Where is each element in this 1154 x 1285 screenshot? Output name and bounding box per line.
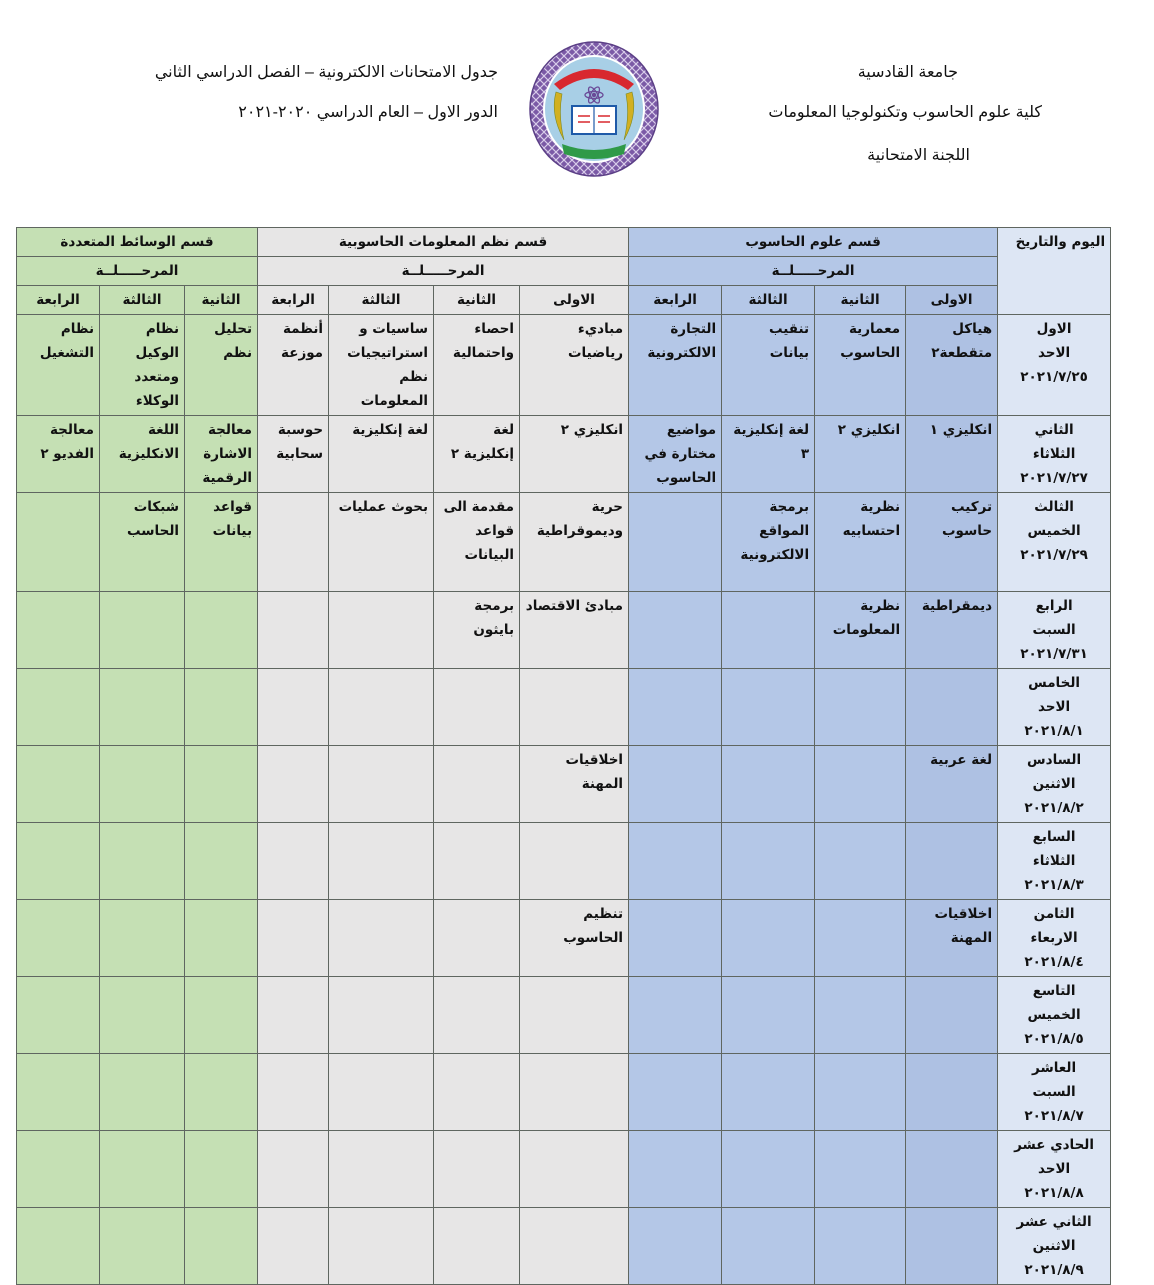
exam-cell-mm [185,823,258,900]
exam-cell-mm [185,1054,258,1131]
exam-cell-cs [722,1208,815,1285]
date-cell-date: ٢٠٢١/٧/٢٧ [1020,470,1088,486]
date-cell [998,823,1111,900]
exam-cell-cs [906,823,998,900]
exam-cell-cs [815,1131,906,1208]
exam-cell-mm [185,669,258,746]
exam-cell-cs [906,1131,998,1208]
date-cell-weekday: الاحد [1037,699,1071,715]
exam-cell-mm [100,977,185,1054]
exam-cell-cs [629,669,722,746]
exam-cell-cs [906,1208,998,1285]
schedule-row [17,669,1111,746]
date-cell [998,746,1111,823]
exam-cell-mm [17,1208,100,1285]
exam-cell-is [258,1208,329,1285]
exam-cell-mm [100,746,185,823]
date-cell-weekday: السبت [1032,622,1076,638]
date-cell-day: السادس [1027,752,1082,768]
exam-cell-cs: ديمقراطية [906,592,998,669]
stage-cs-2: الثانية [815,286,906,315]
schedule-row [17,493,1111,592]
date-cell-weekday: الاحد [1037,1161,1071,1177]
exam-cell-mm [17,592,100,669]
exam-cell-mm [185,592,258,669]
date-cell-weekday: الخميس [1027,1007,1081,1023]
exam-cell-mm: معالجة الاشارة الرقمية [185,416,258,493]
stage-names-row [17,286,1111,315]
exam-cell-cs: مواضيع مختارة في الحاسوب [629,416,722,493]
exam-cell-cs: انكليزي ١ [906,416,998,493]
book-icon [572,106,616,134]
department-header-row [17,228,1111,257]
exam-cell-cs [629,977,722,1054]
exam-cell-cs [629,1054,722,1131]
date-cell-weekday: الاثنين [1032,776,1076,792]
dept-cs-header: قسم علوم الحاسوب [629,228,998,257]
dept-mm-header: قسم الوسائط المتعددة [17,228,258,257]
exam-cell-is: بحوث عمليات [329,493,434,592]
date-cell-date: ٢٠٢١/٧/٢٩ [1020,547,1088,563]
exam-cell-is [434,1054,520,1131]
date-cell-weekday: الاثنين [1032,1238,1076,1254]
exam-cell-cs [629,823,722,900]
exam-cell-is: تنظيم الحاسوب [520,900,629,977]
exam-cell-mm [185,1131,258,1208]
date-cell-day: الثامن [1033,906,1075,922]
university-name: جامعة القادسية [857,64,958,81]
exam-cell-is [329,746,434,823]
exam-cell-is [258,592,329,669]
stage-is-1: الاولى [520,286,629,315]
exam-cell-cs [722,592,815,669]
schedule-row [17,823,1111,900]
date-cell [998,315,1111,416]
date-cell [998,592,1111,669]
date-cell-day: الاول [1036,321,1072,337]
date-cell-date: ٢٠٢١/٨/٣ [1024,877,1084,893]
date-column-header: اليوم والتاريخ [998,228,1111,315]
stage-label-is: المرحـــــلــة [258,257,629,286]
exam-cell-is [258,1131,329,1208]
exam-cell-mm [100,1054,185,1131]
exam-cell-cs [722,746,815,823]
exam-cell-is [434,823,520,900]
exam-cell-is [520,823,629,900]
exam-cell-mm [100,900,185,977]
dept-is-header: قسم نظم المعلومات الحاسوبية [258,228,629,257]
date-cell [998,1054,1111,1131]
exam-cell-is [258,823,329,900]
exam-cell-is [329,669,434,746]
exam-cell-cs: التجارة الالكترونية [629,315,722,416]
date-cell-day: الحادي عشر [1014,1137,1094,1153]
date-cell-weekday: الخميس [1027,523,1081,539]
schedule-subtitle: الدور الاول – العام الدراسي ٢٠٢٠-٢٠٢١ [238,104,498,121]
stage-cs-1: الاولى [906,286,998,315]
exam-cell-cs [815,1208,906,1285]
date-cell [998,900,1111,977]
exam-cell-cs: اخلاقيات المهنة [906,900,998,977]
exam-cell-is [520,669,629,746]
exam-cell-mm: نظام التشغيل [17,315,100,416]
date-cell-day: العاشر [1032,1060,1077,1076]
exam-cell-cs [815,746,906,823]
exam-cell-cs: نظرية المعلومات [815,592,906,669]
exam-cell-is [258,1054,329,1131]
exam-cell-mm [100,1208,185,1285]
exam-cell-cs [815,977,906,1054]
date-cell-weekday: السبت [1032,1084,1076,1100]
exam-cell-cs [629,1131,722,1208]
exam-cell-cs [722,1054,815,1131]
exam-cell-is [520,1131,629,1208]
date-cell-date: ٢٠٢١/٨/٢ [1024,800,1084,816]
exam-cell-cs [815,900,906,977]
stage-label-cs: المرحـــــلــة [629,257,998,286]
date-cell-date: ٢٠٢١/٨/١ [1024,723,1084,739]
exam-cell-mm [17,669,100,746]
stage-mm-2: الثانية [185,286,258,315]
exam-cell-is [329,1054,434,1131]
exam-cell-mm [17,900,100,977]
exam-cell-is [329,977,434,1054]
exam-cell-is: حرية وديموقراطية [520,493,629,592]
exam-cell-mm: اللغة الانكليزية [100,416,185,493]
exam-cell-mm [17,746,100,823]
exam-cell-cs: انكليزي ٢ [815,416,906,493]
exam-cell-is [520,1054,629,1131]
date-cell-day: الرابع [1035,598,1073,614]
exam-cell-mm [17,823,100,900]
date-cell-day: الثالث [1034,499,1074,515]
exam-cell-mm [17,493,100,592]
date-cell-weekday: الثلاثاء [1032,853,1076,869]
exam-cell-cs [815,669,906,746]
exam-cell-cs [906,977,998,1054]
date-cell-day: الثاني عشر [1016,1214,1092,1230]
exam-cell-mm [185,900,258,977]
stage-mm-4: الرابعة [17,286,100,315]
schedule-row [17,592,1111,669]
date-cell-day: التاسع [1032,983,1076,999]
stage-cs-4: الرابعة [629,286,722,315]
exam-cell-is: ساسيات و استراتيجيات نظم المعلومات [329,315,434,416]
exam-cell-cs [722,669,815,746]
date-cell-day: الثاني [1034,422,1074,438]
exam-cell-cs [629,493,722,592]
exam-cell-mm: شبكات الحاسب [100,493,185,592]
exam-cell-is: لغة إنكليزية ٢ [434,416,520,493]
exam-cell-is [520,977,629,1054]
exam-cell-mm: نظام الوكيل ومتعدد الوكلاء [100,315,185,416]
exam-cell-is: انكليزي ٢ [520,416,629,493]
exam-cell-cs [629,746,722,823]
exam-cell-is [434,900,520,977]
exam-cell-mm [17,977,100,1054]
exam-cell-mm [17,1131,100,1208]
stage-is-3: الثالثة [329,286,434,315]
exam-cell-mm [100,823,185,900]
stage-label-mm: المرحـــــلــة [17,257,258,286]
schedule-row [17,977,1111,1054]
exam-schedule-table [16,227,1111,1285]
exam-cell-cs [906,1054,998,1131]
date-cell [998,416,1111,493]
exam-cell-mm [100,669,185,746]
exam-cell-mm [185,746,258,823]
date-cell-date: ٢٠٢١/٧/٢٥ [1020,369,1088,385]
exam-cell-is [434,977,520,1054]
exam-cell-mm [185,977,258,1054]
college-name: كلية علوم الحاسوب وتكنولوجيا المعلومات [768,104,1042,121]
exam-cell-is [329,592,434,669]
exam-cell-is [434,1208,520,1285]
date-cell-weekday: الثلاثاء [1032,446,1076,462]
exam-cell-cs: نظرية احتسابيه [815,493,906,592]
stage-mm-3: الثالثة [100,286,185,315]
date-cell-date: ٢٠٢١/٨/٧ [1024,1108,1084,1124]
date-cell [998,493,1111,592]
exam-cell-is: لغة إنكليزية [329,416,434,493]
exam-cell-is [258,669,329,746]
schedule-row [17,1208,1111,1285]
stage-label-row [17,257,1111,286]
exam-cell-mm: معالجة الفديو ٢ [17,416,100,493]
exam-cell-is: مقدمة الى قواعد البيانات [434,493,520,592]
exam-cell-is: حوسبة سحابية [258,416,329,493]
date-cell [998,669,1111,746]
exam-cell-cs: تنقيب بيانات [722,315,815,416]
exam-cell-is [434,1131,520,1208]
date-cell [998,1131,1111,1208]
exam-cell-mm [17,1054,100,1131]
university-seal-logo [528,40,660,178]
exam-cell-cs: لغة إنكليزية ٣ [722,416,815,493]
date-cell-date: ٢٠٢١/٨/٤ [1024,954,1084,970]
exam-cell-mm [100,592,185,669]
exam-cell-cs [722,900,815,977]
schedule-row [17,1054,1111,1131]
stage-is-4: الرابعة [258,286,329,315]
date-cell-day: السابع [1032,829,1076,845]
date-cell [998,1208,1111,1285]
date-cell-date: ٢٠٢١/٨/٩ [1024,1262,1084,1278]
schedule-row [17,416,1111,493]
exam-cell-is [329,1208,434,1285]
date-cell-date: ٢٠٢١/٨/٨ [1024,1185,1084,1201]
exam-cell-cs [906,669,998,746]
exam-cell-cs [722,1131,815,1208]
exam-cell-cs: برمجة المواقع الالكترونية [722,493,815,592]
schedule-row [17,746,1111,823]
exam-cell-is: مبادئ الاقتصاد [520,592,629,669]
exam-cell-is [258,746,329,823]
exam-cell-cs [629,592,722,669]
exam-cell-is: اخلاقيات المهنة [520,746,629,823]
date-cell-day: الخامس [1028,675,1081,691]
exam-cell-cs: لغة عربية [906,746,998,823]
date-cell-weekday: الاربعاء [1030,930,1078,946]
stage-is-2: الثانية [434,286,520,315]
exam-cell-cs: تركيب حاسوب [906,493,998,592]
exam-cell-is [434,669,520,746]
exam-cell-is: مباديء رياضيات [520,315,629,416]
exam-cell-is [258,900,329,977]
exam-committee: اللجنة الامتحانية [867,147,970,164]
date-cell-weekday: الاحد [1037,345,1071,361]
exam-cell-is [520,1208,629,1285]
exam-cell-is [258,977,329,1054]
exam-cell-cs: معمارية الحاسوب [815,315,906,416]
exam-cell-cs [815,1054,906,1131]
exam-cell-is: أنظمة موزعة [258,315,329,416]
exam-cell-mm: قواعد بيانات [185,493,258,592]
schedule-row [17,1131,1111,1208]
exam-cell-mm [100,1131,185,1208]
exam-cell-is [434,746,520,823]
schedule-row [17,900,1111,977]
schedule-title: جدول الامتحانات الالكترونية – الفصل الدراسي الثاني [154,64,498,81]
exam-cell-is [258,493,329,592]
exam-cell-cs: هياكل متقطعة٢ [906,315,998,416]
exam-cell-is: احصاء واحتمالية [434,315,520,416]
date-cell-date: ٢٠٢١/٧/٣١ [1020,646,1088,662]
date-cell-date: ٢٠٢١/٨/٥ [1024,1031,1084,1047]
stage-cs-3: الثالثة [722,286,815,315]
exam-cell-cs [629,900,722,977]
exam-cell-is [329,900,434,977]
exam-cell-mm: تحليل نظم [185,315,258,416]
exam-cell-cs [815,823,906,900]
exam-cell-cs [722,823,815,900]
exam-cell-is: برمجة بايثون [434,592,520,669]
exam-cell-mm [185,1208,258,1285]
exam-cell-cs [629,1208,722,1285]
exam-cell-cs [722,977,815,1054]
exam-cell-is [329,823,434,900]
exam-cell-is [329,1131,434,1208]
schedule-row [17,315,1111,416]
date-cell [998,977,1111,1054]
